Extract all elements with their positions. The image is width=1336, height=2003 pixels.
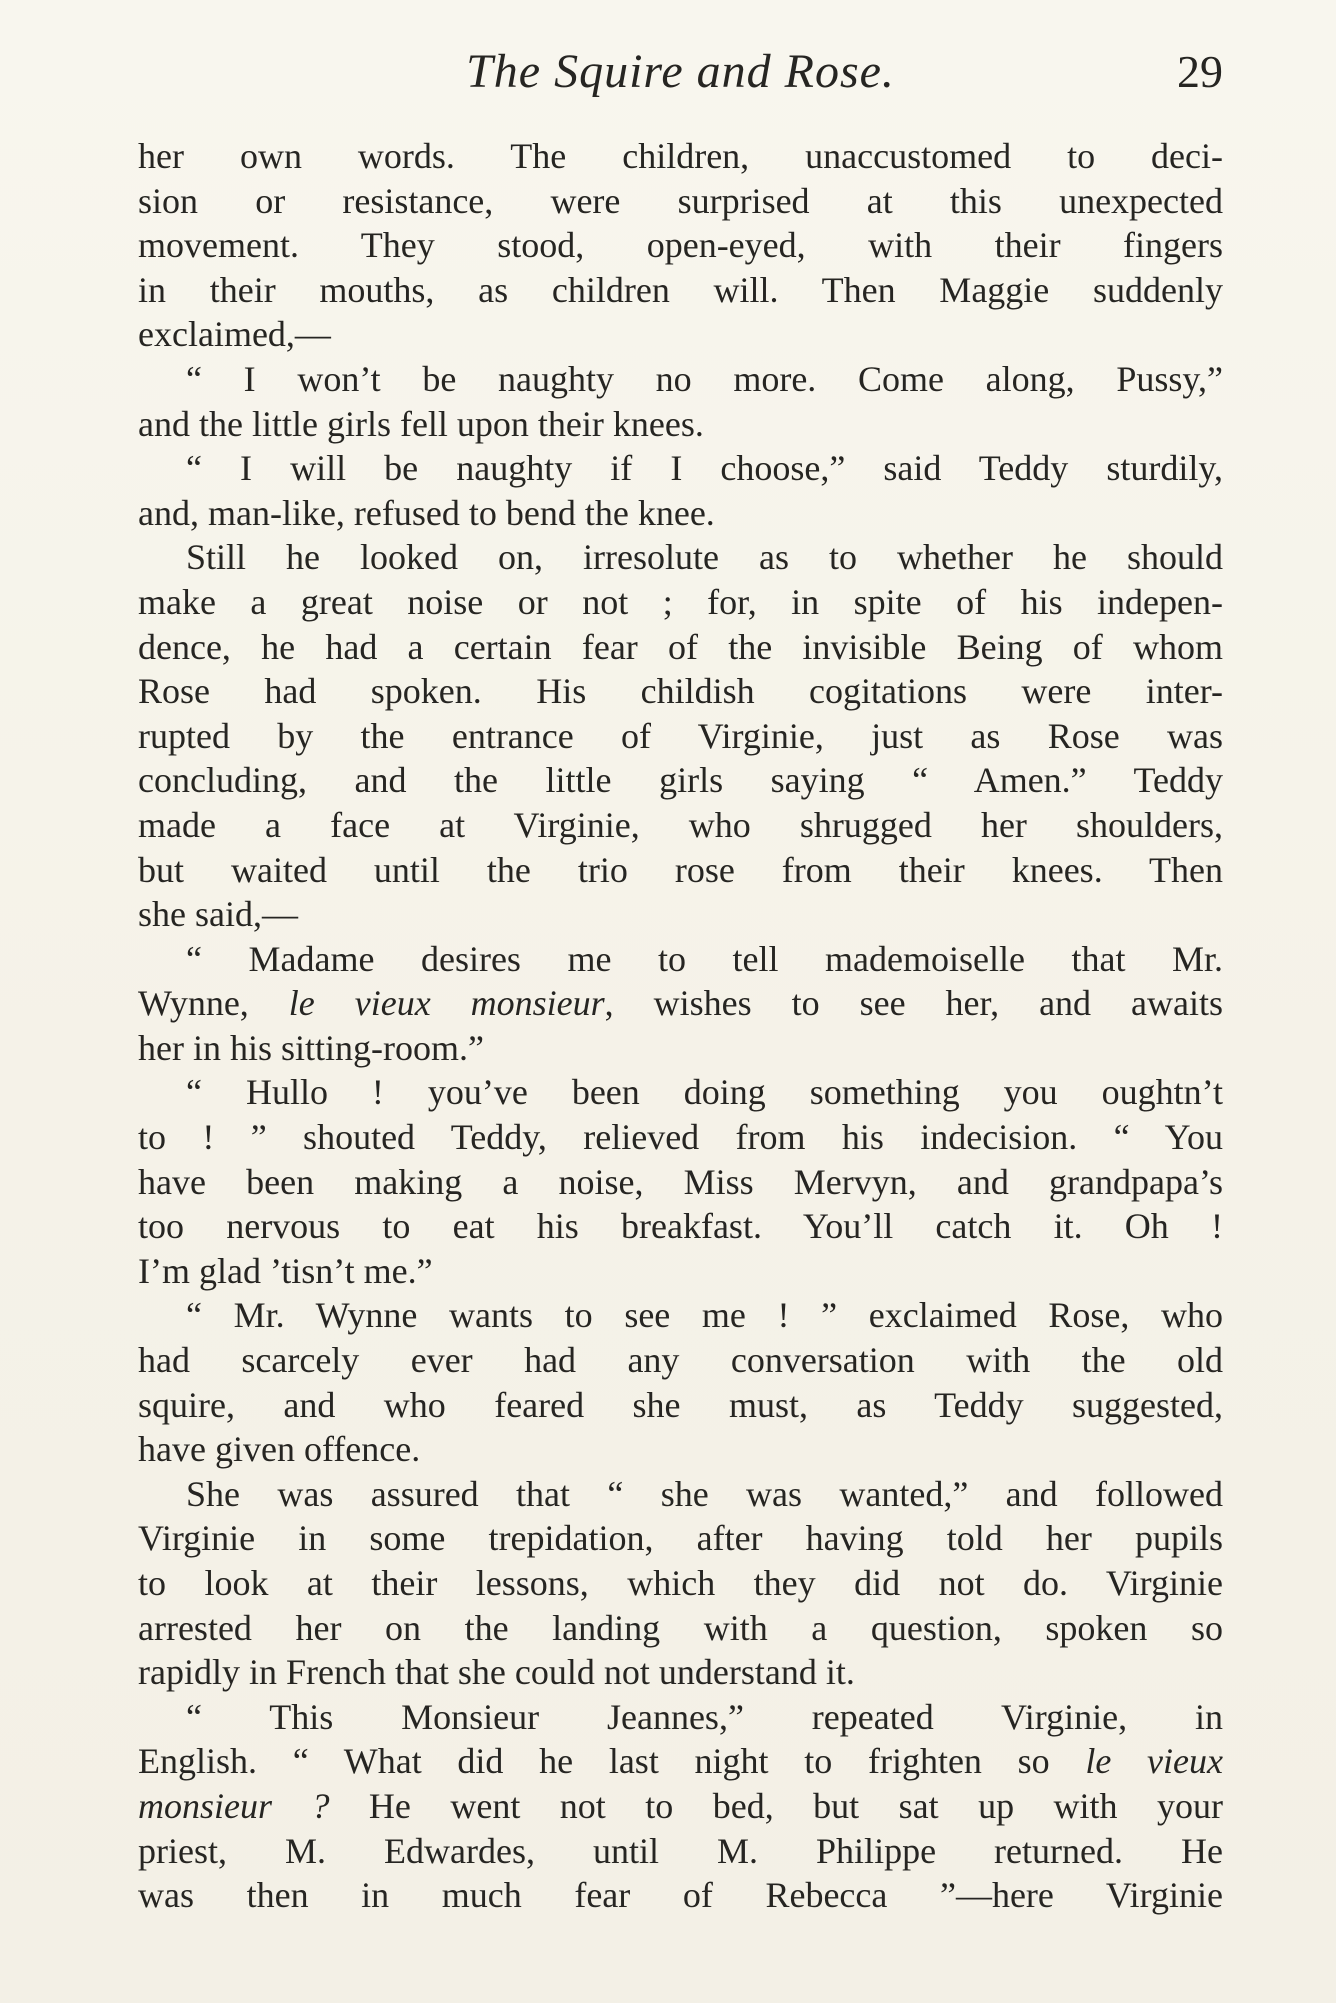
text-run: “ I won’t be naughty no more. Come along, Pussy,” [186,358,1223,399]
text-run: and, man-like, refused to bend the knee. [138,492,715,533]
text-run: dence, he had a certain fear of the invisible Being of whom [138,626,1223,667]
text-line [138,1160,1223,1205]
text-line [138,223,1223,268]
text-line [138,1829,1223,1874]
text-line [138,981,1223,1026]
text-run: She was assured that “ she was wanted,” and followed [186,1473,1223,1514]
text-run-after: , wishes to see her, and awaits [604,983,1223,1024]
text-run: Still he looked on, irresolute as to whether he should [186,537,1223,578]
text-run: Virginie in some trepidation, after having told her pupils [138,1518,1223,1559]
text-run: movement. They stood, open-eyed, with their fingers [138,225,1223,266]
text-line [138,134,1223,179]
text-run: I’m glad ’tisn’t me.” [138,1250,433,1291]
text-line [138,1383,1223,1428]
text-run: concluding, and the little girls saying “ Amen.” Teddy [138,760,1223,801]
text-run: but waited until the trio rose from their knees. Then [138,849,1223,890]
text-line [138,1472,1223,1517]
text-run: was then in much fear of Rebecca ”—here Virginie [138,1875,1223,1916]
text-run: Rose had spoken. His childish cogitations were inter- [138,671,1223,712]
text-line [138,1561,1223,1606]
text-run: “ Mr. Wynne wants to see me ! ” exclaimed Rose, who [186,1295,1223,1336]
text-run: priest, M. Edwardes, until M. Philippe returned. He [138,1830,1223,1871]
text-line [138,402,1223,447]
text-line [138,580,1223,625]
text-run: too nervous to eat his breakfast. You’ll catch it. Oh ! [138,1206,1223,1247]
text-run: rapidly in French that she could not understand it. [138,1652,855,1693]
running-head [138,42,1223,112]
text-line [138,1516,1223,1561]
text-line [138,1695,1223,1740]
text-run: “ Madame desires me to tell mademoiselle that Mr. [186,938,1223,979]
text-line [138,803,1223,848]
text-run: have given offence. [138,1429,421,1470]
text-line [138,1338,1223,1383]
text-line [138,892,1223,937]
text-run: she said,— [138,894,298,935]
italic-run: le vieux [1085,1741,1223,1782]
text-run: make a great noise or not ; for, in spite of his indepen- [138,581,1223,622]
page-number: 29 [1177,46,1223,97]
text-line [138,1784,1223,1829]
text-run: made a face at Virginie, who shrugged her shoulders, [138,804,1223,845]
text-line [138,491,1223,536]
text-line [138,1739,1223,1784]
text-line [138,1293,1223,1338]
text-run: English. “ What did he last night to frighten so [138,1741,1086,1782]
italic-run: le vieux monsieur [288,983,605,1024]
text-run: her own words. The children, unaccustomed to deci- [138,136,1223,176]
text-line [138,357,1223,402]
text-line [138,1427,1223,1472]
text-run: Wynne, [138,983,289,1024]
text-line [138,179,1223,224]
text-run-after: He went not to bed, but sat up with your [329,1785,1223,1826]
text-line [138,268,1223,313]
text-run: had scarcely ever had any conversation with the old [138,1340,1223,1381]
text-line [138,1115,1223,1160]
text-run: her in his sitting-room.” [138,1027,484,1068]
text-line [138,937,1223,982]
text-line [138,312,1223,357]
text-run: and the little girls fell upon their knees. [138,403,704,444]
text-run: in their mouths, as children will. Then Maggie suddenly [138,269,1223,310]
text-run: “ I will be naughty if I choose,” said Teddy sturdily, [186,448,1223,489]
italic-run: monsieur ? [138,1785,330,1826]
text-line [138,1026,1223,1071]
text-line [138,446,1223,491]
text-line [138,758,1223,803]
text-run: squire, and who feared she must, as Teddy suggested, [138,1384,1223,1425]
text-run: to look at their lessons, which they did not do. Virginie [138,1563,1223,1603]
text-line [138,1650,1223,1695]
text-line [138,1249,1223,1294]
text-line [138,669,1223,714]
text-run: exclaimed,— [138,314,331,355]
text-run: have been making a noise, Miss Mervyn, and grandpapa’s [138,1161,1223,1202]
text-run: rupted by the entrance of Virginie, just as Rose was [138,715,1223,756]
text-run: “ Hullo ! you’ve been doing something you oughtn’t [186,1072,1223,1113]
text-run: to ! ” shouted Teddy, relieved from his indecision. “ You [138,1117,1223,1158]
text-line [138,625,1223,670]
running-title: The Squire and Rose. [466,45,895,98]
text-run: arrested her on the landing with a question, spoken so [138,1607,1223,1648]
text-line [138,714,1223,759]
text-line [138,1204,1223,1249]
body-text [138,134,1223,1918]
text-line [138,1606,1223,1651]
text-line [138,848,1223,893]
text-run: “ This Monsieur Jeannes,” repeated Virginie, in [186,1696,1223,1737]
text-line [138,535,1223,580]
text-line [138,1070,1223,1115]
text-line [138,1873,1223,1918]
text-run: sion or resistance, were surprised at this unexpected [138,180,1223,221]
